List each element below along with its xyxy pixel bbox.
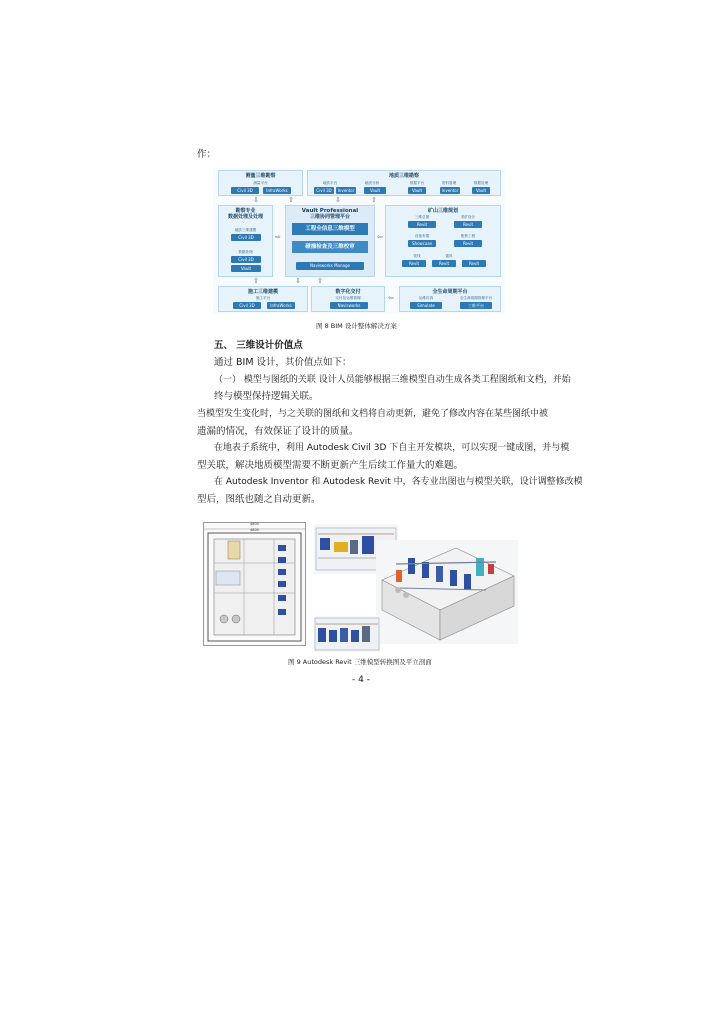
survey-platform-label: 测量平台	[253, 181, 268, 185]
chip-civil3d: Civil 3D	[231, 187, 259, 194]
geology-group	[307, 170, 501, 196]
chip-geo-1: Inventor	[337, 188, 355, 193]
lifecycle-group	[399, 286, 501, 312]
paragraph-4: 遗漏的情况，有效保证了设计的质量。	[197, 426, 359, 437]
bim-solution-diagram	[213, 168, 505, 314]
section-heading: 五、 三维设计价值点	[214, 340, 303, 351]
geo-label-0: 地质平台	[322, 181, 338, 185]
plan-dimension-1: 4800	[250, 528, 259, 532]
paragraph-1: （一） 模型与图纸的关联 设计人员能够根据三维模型自动生成各类工程图纸和文档，并始	[214, 375, 571, 385]
chip-right-2: Showcase	[408, 240, 436, 247]
chip-right-3: Revit	[454, 240, 482, 247]
chip-geo-2: Vault	[364, 187, 386, 194]
left-label-1: 数据处理	[238, 250, 253, 254]
arrow-right-icon: ⇨	[275, 233, 281, 241]
arrow-down-icon: ⇩	[253, 196, 259, 204]
survey-group	[218, 170, 303, 196]
chip-right-4: Revit	[402, 260, 426, 267]
chip-navisworks-manage: Navisworks Manage	[296, 262, 364, 270]
chip-bl-1: InfraWorks	[267, 302, 295, 309]
geo-label-4: 数据处理	[473, 181, 489, 185]
chip-right-1: Revit	[454, 221, 482, 228]
figure8-caption: 图 8 BIM 设计整体解决方案	[316, 322, 397, 330]
render-elevation-bottom-svg	[314, 616, 380, 652]
paragraph-6: 型关联，解决地质模型需要不断更新产生后续工作量大的难题。	[197, 460, 464, 471]
paragraph-0: 通过 BIM 设计，其价值点如下：	[214, 357, 352, 368]
arrow-left-icon: ⇦	[388, 294, 394, 302]
paragraph-2: 终与模型保持逻辑关联。	[214, 391, 319, 402]
paragraph-8: 型后，图纸也随之自动更新。	[197, 494, 321, 505]
vault-platform-group	[285, 205, 375, 277]
left-label-0: 地质三维建模	[234, 228, 257, 232]
clash-check-block: 碰撞检查及三维校审	[292, 241, 368, 253]
arrow-down-icon: ⇩	[295, 277, 301, 285]
right-label-5: 通风	[445, 254, 453, 258]
chip-geo-3: Vault	[408, 187, 426, 194]
render-isometric-svg	[376, 540, 518, 644]
chip-geo-5: Vault	[472, 187, 490, 194]
chip-br-1: 三维平台	[460, 302, 492, 309]
chip-geo-4: Inventor	[441, 188, 459, 193]
plan-dimension-0: 4800	[250, 522, 259, 526]
chip-right-0: Revit	[408, 221, 436, 228]
geology-group-title: 地质三维勘察	[388, 173, 419, 179]
construction-title: 施工三维建模	[247, 289, 278, 295]
chip-infraworks: InfraWorks	[263, 187, 291, 194]
arrow-up-icon: ⇧	[253, 277, 259, 285]
chip-left-1: Civil 3D	[231, 256, 261, 263]
mine-planning-group	[385, 205, 501, 277]
chip-left-0: Civil 3D	[231, 234, 261, 241]
construction-group	[218, 286, 308, 312]
paragraph-3: 当模型发生变化时，与之关联的图纸和文档将自动更新，避免了修改内容在某些图纸中被	[197, 409, 549, 419]
construction-label: 施工平台	[255, 296, 271, 300]
geo-label-3: 资料管理	[441, 181, 457, 185]
chip-bl-0: Civil 3D	[233, 302, 261, 309]
right-label-3: 配套工程	[460, 234, 476, 238]
survey-group-title: 测量三维勘察	[245, 173, 276, 179]
geo-label-2: 数据平台	[409, 181, 425, 185]
vault-title: Vault Professional	[301, 208, 359, 214]
right-label-1: 采矿设计	[460, 215, 476, 219]
digital-delivery-label: 交付及运维管理	[335, 296, 361, 300]
vault-subtitle: 三维协同管理平台	[309, 214, 350, 220]
lifecycle-label-0: 运维仿真	[418, 296, 434, 300]
lifecycle-title: 全生命周期平台	[432, 289, 468, 295]
arrow-up-icon: ⇧	[317, 277, 323, 285]
figure9-caption: 图 9 Autodesk Revit 三维模型转换图及平立剖面	[288, 658, 432, 666]
full-model-block: 工程全信息三维模型	[292, 223, 368, 235]
arrow-down-icon: ⇩	[335, 196, 341, 204]
survey-data-group	[218, 205, 273, 277]
floor-plan-svg	[204, 523, 305, 645]
survey-data-title: 勘察专业 数据处理及处理	[227, 208, 263, 220]
paragraph-7: 在 Autodesk Inventor 和 Autodesk Revit 中，各专业出图也与模型关联，设计调整修改模	[214, 477, 583, 487]
arrow-up-icon: ⇧	[288, 196, 294, 204]
render-isometric	[376, 540, 518, 644]
digital-delivery-group	[311, 286, 385, 312]
chip-right-5: Revit	[432, 260, 456, 267]
chip-geo-0: Civil 3D	[314, 187, 334, 194]
right-label-2: 设备布置	[414, 234, 430, 238]
chip-left-2: Vault	[231, 265, 261, 272]
paragraph-5: 在地表子系统中，利用 Autodesk Civil 3D 下自主开发模块，可以实现一键成图，并与模	[214, 443, 570, 453]
page-number: - 4 -	[352, 675, 370, 685]
geo-label-1: 地质分析	[364, 181, 380, 185]
render-elevation-bottom	[314, 616, 380, 652]
chip-bm-0: Navisworks	[330, 302, 368, 309]
mine-planning-title: 矿山三维规划	[427, 208, 458, 214]
right-label-0: 三维总图	[414, 215, 430, 219]
lifecycle-label-1: 全生命周期管理平台	[459, 296, 493, 300]
arrow-up-icon: ⇧	[371, 196, 377, 204]
right-label-4: 管线	[413, 254, 421, 258]
digital-delivery-title: 数字化交付	[335, 289, 361, 295]
intro-fragment: 作：	[197, 149, 217, 160]
chip-br-0: Simulate	[410, 302, 442, 309]
arrow-left-icon: ⇦	[377, 233, 383, 241]
chip-right-6: Revit	[462, 260, 486, 267]
floor-plan-drawing	[203, 522, 306, 646]
